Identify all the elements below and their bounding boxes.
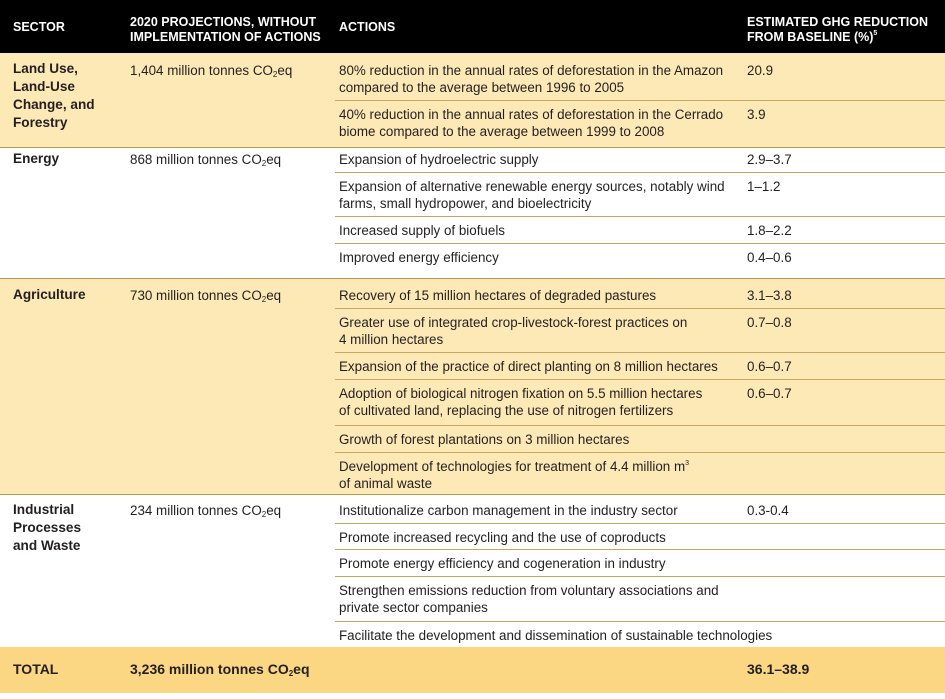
header-sector: SECTOR: [13, 20, 65, 34]
row-divider: [335, 425, 945, 426]
row-divider: [335, 523, 945, 524]
action-text: Growth of forest plantations on 3 million hectares: [339, 432, 630, 447]
row-divider: [335, 100, 945, 101]
total-projection: 3,236 million tonnes $CO_2eq$: [130, 661, 310, 678]
action-text: 80% reduction in the annual rates of deforestation in the Amazon compared to the average between 1996 to 2005: [339, 63, 724, 95]
header-actions: ACTIONS: [339, 20, 396, 34]
reduction-value: 20.9: [747, 63, 774, 78]
total-reduction: 36.1–38.9: [747, 661, 810, 677]
action-text: Improved energy efficiency: [339, 250, 499, 265]
reduction-value: 1.8–2.2: [747, 223, 792, 238]
row-divider: [335, 172, 945, 173]
sector-name: Industrial Processes and Waste: [13, 502, 82, 553]
reduction-value: 0.3-0.4: [747, 503, 789, 518]
sector-name: Agriculture: [13, 287, 86, 302]
action-text: Expansion of hydroelectric supply: [339, 152, 539, 167]
sector-projection: 730 million tonnes $CO_2eq$: [130, 288, 282, 304]
row-divider: [335, 452, 945, 453]
header-reduction: ESTIMATED GHG REDUCTION FROM BASELINE (%)$^5$: [747, 15, 929, 44]
row-divider: [335, 243, 945, 244]
header-projections: 2020 PROJECTIONS, WITHOUT IMPLEMENTATION OF ACTIONS: [130, 15, 321, 44]
reduction-value: 2.9–3.7: [747, 152, 792, 167]
action-text: Development of technologies for treatment of 4.4 million $m^3$ of animal waste: [339, 459, 690, 491]
row-divider: [335, 621, 945, 622]
action-text: Promote energy efficiency and cogeneration in industry: [339, 556, 666, 571]
reduction-value: 1–1.2: [747, 179, 781, 194]
reduction-value: 0.7–0.8: [747, 315, 792, 330]
row-divider: [335, 216, 945, 217]
reduction-value: 0.6–0.7: [747, 386, 792, 401]
row-divider: [335, 352, 945, 353]
action-text: Increased supply of biofuels: [339, 223, 505, 238]
action-text: Expansion of the practice of direct planting on 8 million hectares: [339, 359, 718, 374]
action-text: Strengthen emissions reduction from voluntary associations and private sector companies: [339, 583, 719, 615]
sector-projection: 1,404 million tonnes $CO_2eq$: [130, 63, 293, 79]
row-divider: [335, 308, 945, 309]
reduction-value: 0.6–0.7: [747, 359, 792, 374]
table-header: [0, 0, 945, 53]
total-label: TOTAL: [13, 661, 59, 677]
action-text: 40% reduction in the annual rates of deforestation in the Cerrado biome compared to the average between 1999 to 2008: [339, 107, 724, 139]
sector-name: Energy: [13, 151, 60, 166]
action-text: Greater use of integrated crop-livestock-forest practices on 4 million hectares: [339, 315, 688, 347]
row-divider: [335, 549, 945, 550]
row-divider: [335, 576, 945, 577]
reduction-value: 3.1–3.8: [747, 288, 792, 303]
reduction-value: 0.4–0.6: [747, 250, 792, 265]
sector-projection: 868 million tonnes $CO_2eq$: [130, 152, 282, 168]
reduction-value: 3.9: [747, 107, 766, 122]
footnote-ref: 5: [873, 30, 878, 37]
action-text: Facilitate the development and dissemination of sustainable technologies: [339, 628, 773, 643]
sector-projection: 234 million tonnes $CO_2eq$: [130, 503, 282, 519]
row-divider: [335, 379, 945, 380]
action-text: Institutionalize carbon management in the industry sector: [339, 503, 678, 518]
action-text: Promote increased recycling and the use of coproducts: [339, 530, 666, 545]
action-text: Expansion of alternative renewable energy sources, notably wind farms, small hydropower, and bioelectricity: [339, 179, 725, 211]
action-text: Adoption of biological nitrogen fixation on 5.5 million hectares of cultivated land, replacing the use of nitrogen fertilizers: [339, 386, 703, 418]
sector-name: Land Use, Land-Use Change, and Forestry: [13, 61, 95, 130]
action-text: Recovery of 15 million hectares of degraded pastures: [339, 288, 657, 303]
